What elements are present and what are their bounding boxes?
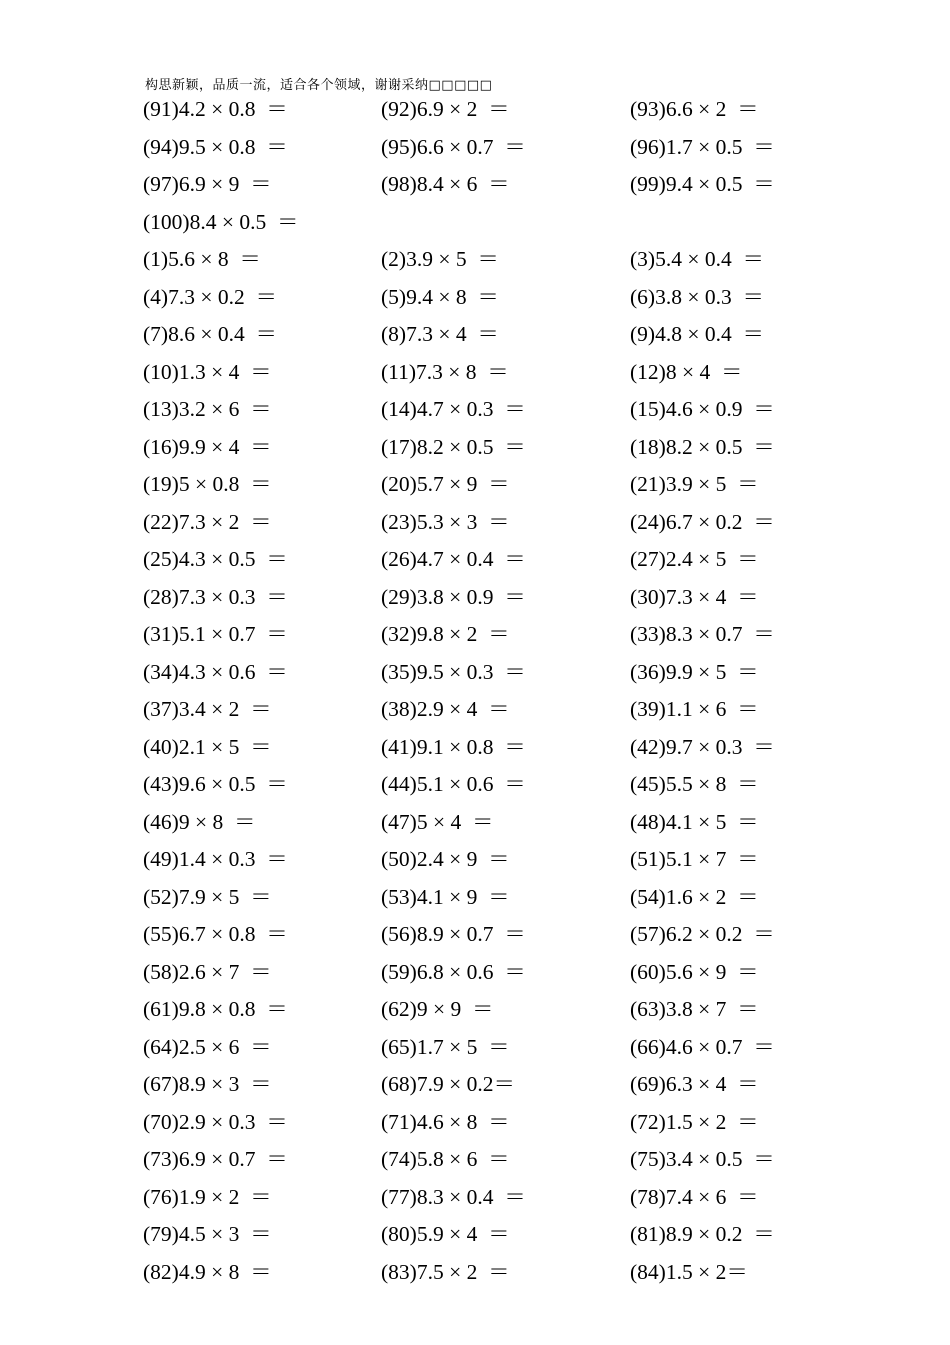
problem-item: (21)3.9 × 5 ＝ bbox=[630, 472, 759, 496]
problem-row bbox=[143, 430, 923, 468]
problem-row bbox=[143, 1255, 923, 1293]
problem-row bbox=[143, 1105, 923, 1143]
problem-item: (4)7.3 × 0.2 ＝ bbox=[143, 284, 277, 309]
problem-item: (19)5 × 0.8 ＝ bbox=[143, 472, 272, 496]
problem-item: (57)6.2 × 0.2 ＝ bbox=[630, 922, 775, 946]
problem-item: (51)5.1 × 7 ＝ bbox=[630, 847, 759, 871]
problem-item: (69)6.3 × 4 ＝ bbox=[630, 1072, 759, 1096]
problem-item: (48)4.1 × 5 ＝ bbox=[630, 809, 759, 834]
problem-list bbox=[143, 92, 923, 1292]
problem-row bbox=[143, 917, 923, 955]
problem-row bbox=[143, 992, 923, 1030]
problem-row bbox=[143, 392, 923, 430]
problem-item: (20)5.7 × 9 ＝ bbox=[381, 472, 510, 496]
problem-item: (25)4.3 × 0.5 ＝ bbox=[143, 547, 288, 571]
problem-item: (77)8.3 × 0.4 ＝ bbox=[381, 1184, 526, 1209]
problem-item: (49)1.4 × 0.3 ＝ bbox=[143, 847, 288, 871]
problem-row bbox=[143, 1030, 923, 1068]
problem-row bbox=[143, 317, 923, 355]
problem-item: (60)5.6 × 9 ＝ bbox=[630, 959, 759, 984]
problem-item: (75)3.4 × 0.5 ＝ bbox=[630, 1147, 775, 1171]
problem-item: (65)1.7 × 5 ＝ bbox=[381, 1034, 510, 1059]
problem-item: (39)1.1 × 6 ＝ bbox=[630, 697, 759, 721]
problem-row bbox=[143, 655, 923, 693]
problem-item: (41)9.1 × 0.8 ＝ bbox=[381, 734, 526, 759]
problem-item: (71)4.6 × 8 ＝ bbox=[381, 1109, 510, 1134]
problem-row bbox=[143, 580, 923, 618]
problem-item: (100)8.4 × 0.5 ＝ bbox=[143, 209, 299, 234]
header-note: 构思新颖，品质一流，适合各个领域，谢谢采纳□□□□□ bbox=[145, 78, 493, 93]
problem-item: (33)8.3 × 0.7 ＝ bbox=[630, 622, 775, 646]
problem-item: (52)7.9 × 5 ＝ bbox=[143, 884, 272, 909]
problem-item: (58)2.6 × 7 ＝ bbox=[143, 959, 272, 984]
problem-row bbox=[143, 1067, 923, 1105]
problem-item: (91)4.2 × 0.8 ＝ bbox=[143, 97, 288, 121]
problem-item: (74)5.8 × 6 ＝ bbox=[381, 1147, 510, 1171]
problem-item: (16)9.9 × 4 ＝ bbox=[143, 434, 272, 459]
problem-row bbox=[143, 242, 923, 280]
problem-item: (31)5.1 × 0.7 ＝ bbox=[143, 622, 288, 646]
problem-row bbox=[143, 692, 923, 730]
problem-item: (47)5 × 4 ＝ bbox=[381, 809, 494, 834]
problem-item: (37)3.4 × 2 ＝ bbox=[143, 697, 272, 721]
problem-row bbox=[143, 505, 923, 543]
problem-row bbox=[143, 92, 923, 130]
problem-item: (84)1.5 × 2＝ bbox=[630, 1259, 748, 1284]
problem-item: (29)3.8 × 0.9 ＝ bbox=[381, 584, 526, 609]
problem-row bbox=[143, 205, 923, 243]
problem-item: (98)8.4 × 6 ＝ bbox=[381, 172, 510, 196]
problem-item: (5)9.4 × 8 ＝ bbox=[381, 284, 499, 309]
problem-item: (72)1.5 × 2 ＝ bbox=[630, 1109, 759, 1134]
problem-row bbox=[143, 355, 923, 393]
problem-item: (50)2.4 × 9 ＝ bbox=[381, 847, 510, 871]
problem-row bbox=[143, 130, 923, 168]
problem-item: (64)2.5 × 6 ＝ bbox=[143, 1034, 272, 1059]
problem-item: (13)3.2 × 6 ＝ bbox=[143, 397, 272, 421]
problem-item: (56)8.9 × 0.7 ＝ bbox=[381, 922, 526, 946]
problem-item: (14)4.7 × 0.3 ＝ bbox=[381, 397, 526, 421]
problem-row bbox=[143, 805, 923, 843]
problem-row bbox=[143, 1217, 923, 1255]
problem-item: (30)7.3 × 4 ＝ bbox=[630, 584, 759, 609]
problem-item: (96)1.7 × 0.5 ＝ bbox=[630, 134, 775, 159]
problem-item: (42)9.7 × 0.3 ＝ bbox=[630, 734, 775, 759]
problem-item: (53)4.1 × 9 ＝ bbox=[381, 884, 510, 909]
problem-item: (78)7.4 × 6 ＝ bbox=[630, 1184, 759, 1209]
problem-item: (99)9.4 × 0.5 ＝ bbox=[630, 172, 775, 196]
problem-item: (70)2.9 × 0.3 ＝ bbox=[143, 1109, 288, 1134]
problem-item: (92)6.9 × 2 ＝ bbox=[381, 97, 510, 121]
problem-item: (24)6.7 × 0.2 ＝ bbox=[630, 509, 775, 534]
problem-item: (11)7.3 × 8 ＝ bbox=[381, 359, 509, 384]
problem-row bbox=[143, 842, 923, 880]
problem-item: (95)6.6 × 0.7 ＝ bbox=[381, 134, 526, 159]
problem-item: (43)9.6 × 0.5 ＝ bbox=[143, 772, 288, 796]
problem-item: (2)3.9 × 5 ＝ bbox=[381, 247, 499, 271]
problem-item: (27)2.4 × 5 ＝ bbox=[630, 547, 759, 571]
problem-item: (46)9 × 8 ＝ bbox=[143, 809, 256, 834]
problem-item: (68)7.9 × 0.2＝ bbox=[381, 1072, 515, 1096]
problem-item: (9)4.8 × 0.4 ＝ bbox=[630, 322, 764, 346]
problem-item: (7)8.6 × 0.4 ＝ bbox=[143, 322, 277, 346]
problem-row bbox=[143, 1180, 923, 1218]
problem-item: (83)7.5 × 2 ＝ bbox=[381, 1259, 510, 1284]
problem-row bbox=[143, 1142, 923, 1180]
problem-item: (62)9 × 9 ＝ bbox=[381, 997, 494, 1021]
problem-item: (23)5.3 × 3 ＝ bbox=[381, 509, 510, 534]
problem-item: (34)4.3 × 0.6 ＝ bbox=[143, 659, 288, 684]
problem-item: (97)6.9 × 9 ＝ bbox=[143, 172, 272, 196]
problem-item: (12)8 × 4 ＝ bbox=[630, 359, 743, 384]
problem-item: (54)1.6 × 2 ＝ bbox=[630, 884, 759, 909]
problem-item: (40)2.1 × 5 ＝ bbox=[143, 734, 272, 759]
problem-row bbox=[143, 467, 923, 505]
problem-item: (22)7.3 × 2 ＝ bbox=[143, 509, 272, 534]
problem-item: (26)4.7 × 0.4 ＝ bbox=[381, 547, 526, 571]
problem-item: (45)5.5 × 8 ＝ bbox=[630, 772, 759, 796]
problem-row bbox=[143, 767, 923, 805]
problem-item: (73)6.9 × 0.7 ＝ bbox=[143, 1147, 288, 1171]
problem-item: (1)5.6 × 8 ＝ bbox=[143, 247, 261, 271]
problem-item: (76)1.9 × 2 ＝ bbox=[143, 1184, 272, 1209]
problem-item: (61)9.8 × 0.8 ＝ bbox=[143, 997, 288, 1021]
problem-item: (35)9.5 × 0.3 ＝ bbox=[381, 659, 526, 684]
problem-item: (36)9.9 × 5 ＝ bbox=[630, 659, 759, 684]
problem-item: (79)4.5 × 3 ＝ bbox=[143, 1222, 272, 1246]
problem-item: (80)5.9 × 4 ＝ bbox=[381, 1222, 510, 1246]
problem-item: (94)9.5 × 0.8 ＝ bbox=[143, 134, 288, 159]
problem-item: (59)6.8 × 0.6 ＝ bbox=[381, 959, 526, 984]
problem-item: (93)6.6 × 2 ＝ bbox=[630, 97, 759, 121]
problem-item: (28)7.3 × 0.3 ＝ bbox=[143, 584, 288, 609]
problem-item: (18)8.2 × 0.5 ＝ bbox=[630, 434, 775, 459]
problem-item: (82)4.9 × 8 ＝ bbox=[143, 1259, 272, 1284]
problem-row bbox=[143, 730, 923, 768]
problem-item: (3)5.4 × 0.4 ＝ bbox=[630, 247, 764, 271]
problem-item: (44)5.1 × 0.6 ＝ bbox=[381, 772, 526, 796]
problem-item: (63)3.8 × 7 ＝ bbox=[630, 997, 759, 1021]
problem-item: (66)4.6 × 0.7 ＝ bbox=[630, 1034, 775, 1059]
problem-item: (6)3.8 × 0.3 ＝ bbox=[630, 284, 764, 309]
problem-item: (67)8.9 × 3 ＝ bbox=[143, 1072, 272, 1096]
problem-item: (15)4.6 × 0.9 ＝ bbox=[630, 397, 775, 421]
problem-item: (38)2.9 × 4 ＝ bbox=[381, 697, 510, 721]
problem-row bbox=[143, 880, 923, 918]
problem-item: (32)9.8 × 2 ＝ bbox=[381, 622, 510, 646]
problem-row bbox=[143, 167, 923, 205]
problem-item: (8)7.3 × 4 ＝ bbox=[381, 322, 499, 346]
problem-row bbox=[143, 542, 923, 580]
problem-item: (55)6.7 × 0.8 ＝ bbox=[143, 922, 288, 946]
problem-item: (81)8.9 × 0.2 ＝ bbox=[630, 1222, 775, 1246]
problem-item: (17)8.2 × 0.5 ＝ bbox=[381, 434, 526, 459]
problem-row bbox=[143, 955, 923, 993]
problem-item: (10)1.3 × 4 ＝ bbox=[143, 359, 272, 384]
problem-row bbox=[143, 617, 923, 655]
problem-row bbox=[143, 280, 923, 318]
